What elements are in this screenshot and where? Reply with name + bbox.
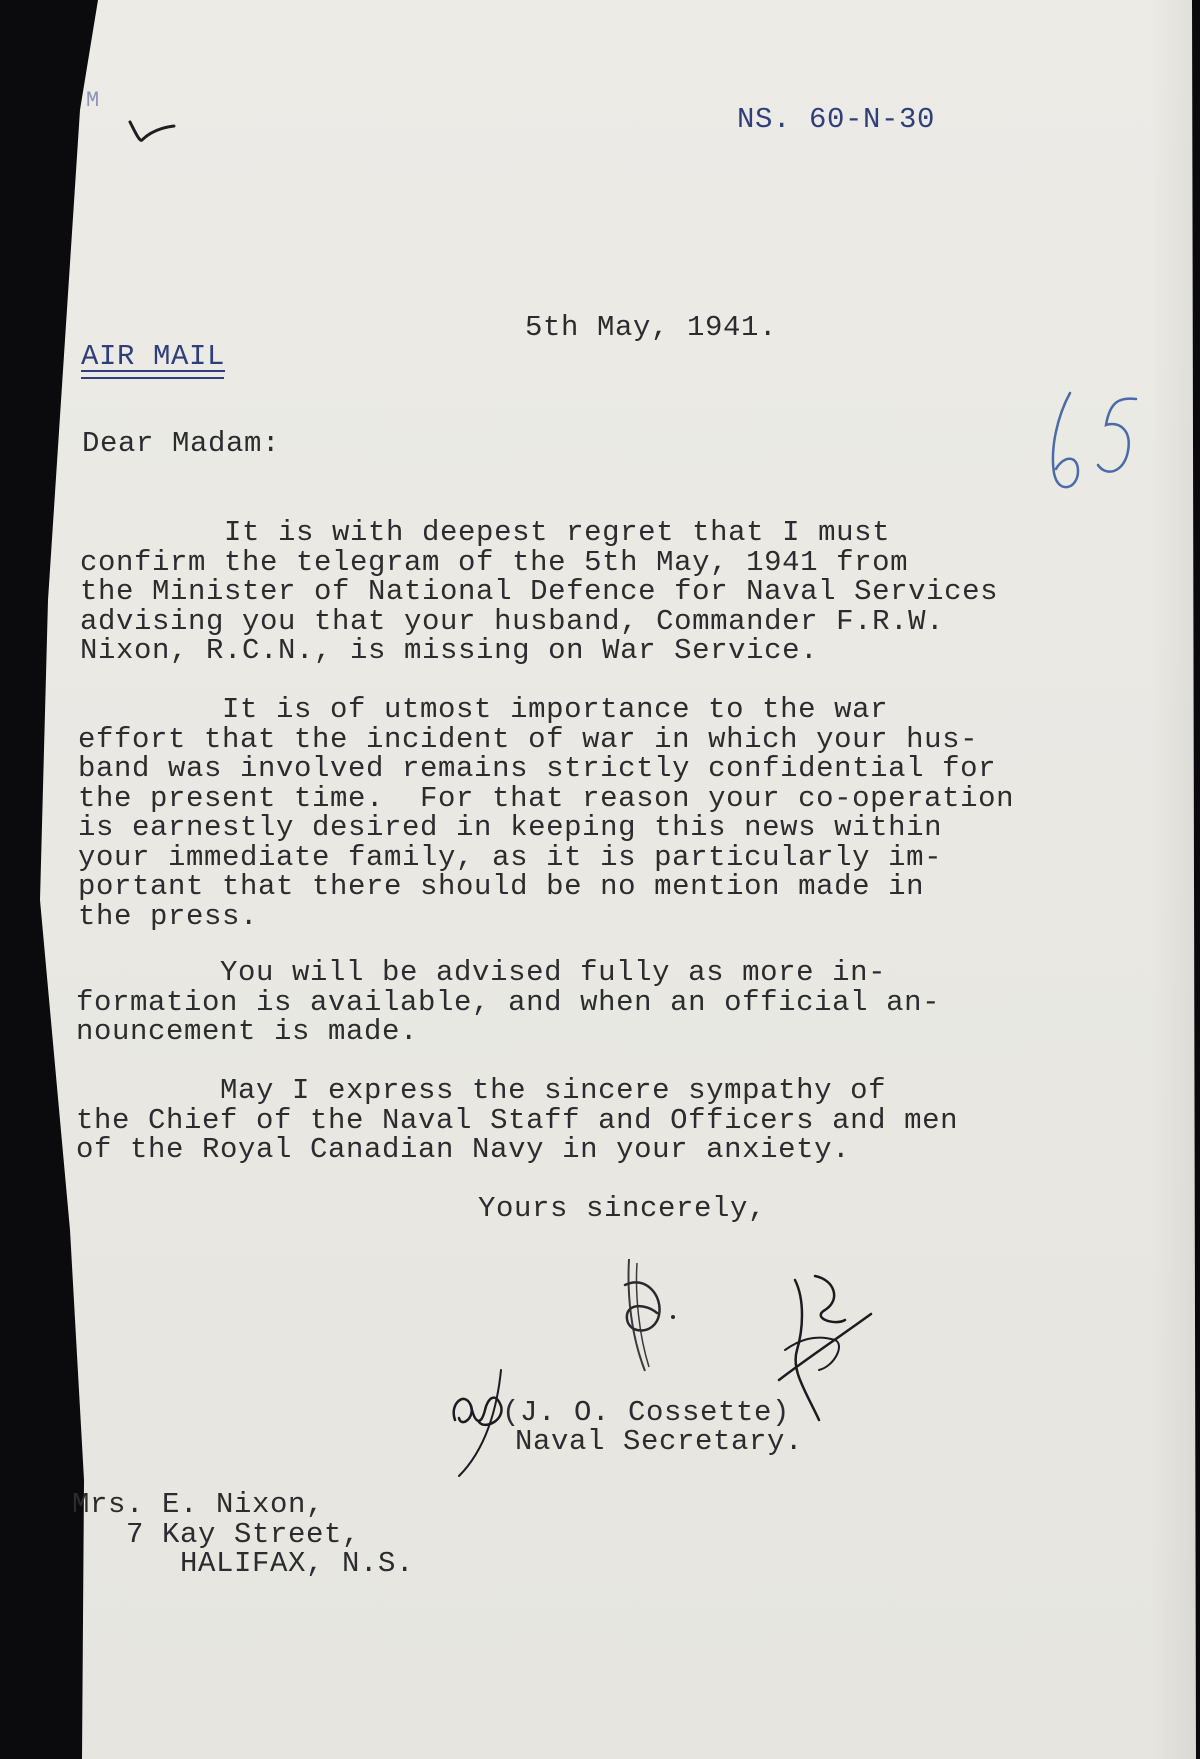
paragraph-3: You will be advised fully as more in- formation is available, and when an official an- nouncement is made. — [76, 956, 941, 1048]
file-reference: NS. 60-N-30 — [737, 103, 936, 136]
signatory-title: Naval Secretary. — [515, 1425, 804, 1458]
paragraph-2: It is of utmost importance to the war effort that the incident of war in which your hus- band was involved remains strictly confidential for the present time. For that reason your co-operation is earnestly desired in keeping this news within your immediate family, as it is particularly im- portant that there should be no mention made in the press. — [78, 693, 1015, 933]
signature-initials-center — [615, 1255, 695, 1375]
handwritten-page-number — [1040, 385, 1150, 505]
air-mail-label: AIR MAIL — [81, 340, 226, 373]
pencil-tick-mark — [128, 118, 178, 148]
letter-date: 5th May, 1941. — [525, 311, 778, 344]
paragraph-4: May I express the sincere sympathy of the Chief of the Naval Staff and Officers and men of the Royal Canadian Navy in your anxiety. — [76, 1074, 959, 1166]
corner-mark: M — [86, 88, 100, 113]
closing: Yours sincerely, — [478, 1192, 767, 1225]
paragraph-1: It is with deepest regret that I must confirm the telegram of the 5th May, 1941 from the Minister of National Defence for Naval Services advising you that your husband, Commander F.R.W. Nixon, R.C.N., is missing on War Service. — [80, 516, 999, 667]
air-mail-underline — [81, 377, 224, 379]
recipient-address: Mrs. E. Nixon, 7 Kay Street, HALIFAX, N.S. — [72, 1488, 415, 1580]
signatory-name: (J. O. Cossette) — [502, 1396, 791, 1429]
greeting: Dear Madam: — [82, 427, 281, 460]
